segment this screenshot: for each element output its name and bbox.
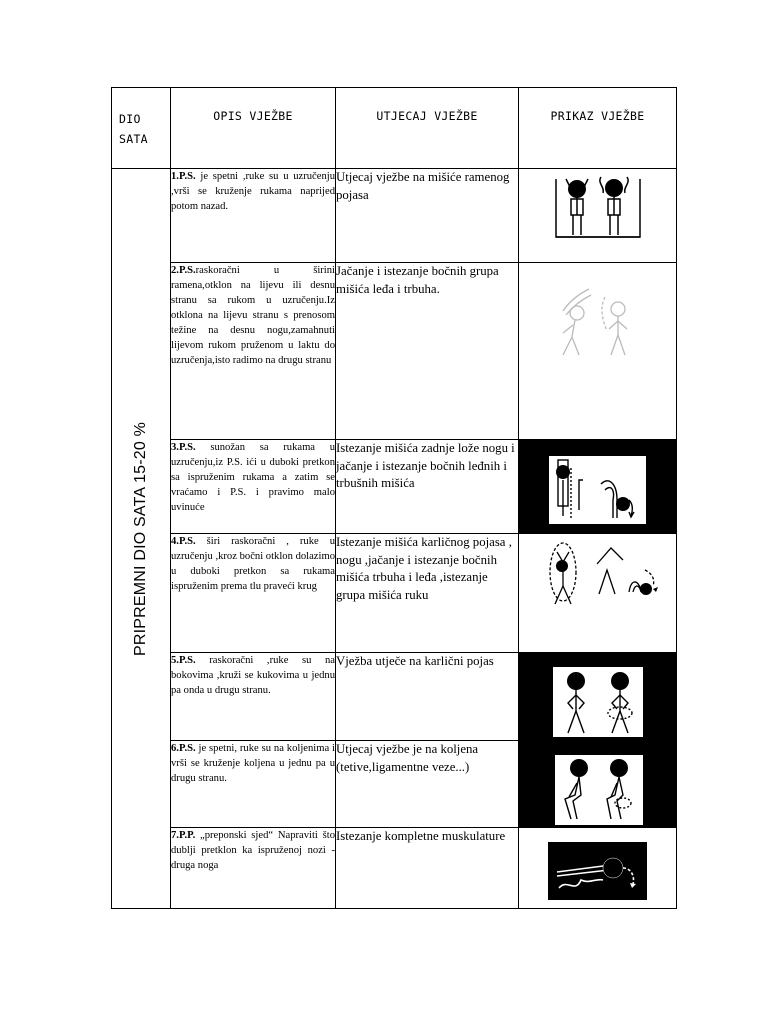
exercise-illustration-cell [519, 534, 677, 653]
table-row [112, 534, 677, 653]
forward-bend-figure [519, 440, 677, 533]
exercise-illustration-cell [519, 263, 677, 440]
exercise-description: 7.P.P. „preponski sjed“ Napraviti što dublji pretklon ka ispruženoj nozi -druga noga [171, 828, 336, 909]
exercise-illustration-cell [519, 828, 677, 909]
header-dio-sata [112, 88, 171, 169]
exercise-description: 3.P.S. sunožan sa rukama u uzručenju,iz P.S. ići u duboki pretkon sa ispruženim rukama a zatim se vraćamo i P.S. i pravimo malo uvinuće [171, 440, 336, 534]
header-sata: SATA [119, 132, 148, 146]
table-row [112, 440, 677, 534]
exercise-effect: Vježba utječe na karlični pojas [336, 653, 519, 741]
exercise-effect: Jačanje i istezanje bočnih grupa mišića leđa i trbuha. [336, 263, 519, 440]
exercise-effect: Istezanje mišića zadnje lože nogu i jačanje i istezanje bočnih leđnih i trbušnih mišića [336, 440, 519, 534]
exercise-label: 3.P.S. [171, 442, 196, 453]
exercise-table [111, 87, 677, 909]
exercise-illustration-cell [519, 440, 677, 534]
exercise-description: 2.P.S.raskoračni u širini ramena,otklon na lijevu ili desnu stranu sa rukom u uzručenju.Iz otklona na lijevu stranu s prenosom težine na desnu nogu,zamahnuti lijevom rukom pruženom u laktu do uzručenja,isto radimo na drugu stranu [171, 263, 336, 440]
section-label-cell [112, 169, 171, 909]
side-bend-figure [519, 263, 677, 439]
exercise-label: 1.P.S. [171, 171, 196, 182]
header-prikaz: PRIKAZ VJEŽBE [519, 88, 677, 169]
circle-bend-figure [519, 534, 677, 652]
exercise-illustration-cell [519, 653, 677, 741]
exercise-description: 6.P.S. je spetni, ruke su na koljenima i vrši se kruženje koljena u jednu pa u drugu stranu. [171, 741, 336, 828]
exercise-illustration-cell [519, 741, 677, 828]
header-dio: DIO [119, 112, 141, 126]
hip-circles-figure [519, 653, 677, 740]
exercise-description: 1.P.S. je spetni ,ruke su u uzručenju ,vrši se kruženje rukama naprijed potom nazad. [171, 169, 336, 263]
exercise-description: 5.P.S. raskoračni ,ruke su na bokovima ,kruži se kukovima u jednu pa onda u drugu stranu. [171, 653, 336, 741]
section-label: PRIPREMNI DIO SATA 15-20 % [132, 421, 149, 656]
table-row [112, 653, 677, 741]
exercise-effect: Istezanje mišića karličnog pojasa , nogu ,jačanje i istezanje bočnih mišića trbuha i leđa ,istezanje grupa mišića ruku [336, 534, 519, 653]
header-row [112, 88, 677, 169]
exercise-illustration-cell [519, 169, 677, 263]
table-row [112, 828, 677, 909]
hurdler-stretch-figure [519, 828, 677, 908]
exercise-effect: Utjecaj vježbe na mišiće ramenog pojasa [336, 169, 519, 263]
exercise-label: 6.P.S. [171, 743, 196, 754]
table-row [112, 741, 677, 828]
table-row [112, 169, 677, 263]
exercise-label: 5.P.S. [171, 655, 196, 666]
header-utjecaj: UTJECAJ VJEŽBE [336, 88, 519, 169]
exercise-description: 4.P.S. širi raskoračni , ruke u uzručenju ,kroz bočni otklon dolazimo u duboki pretkon sa rukama ispruženim prema tlu praveći krug [171, 534, 336, 653]
header-opis: OPIS VJEŽBE [171, 88, 336, 169]
exercise-label: 2.P.S. [171, 265, 196, 276]
exercise-label: 7.P.P. [171, 830, 196, 841]
exercise-effect: Istezanje kompletne muskulature [336, 828, 519, 909]
exercise-label: 4.P.S. [171, 536, 196, 547]
table-row [112, 263, 677, 440]
knee-circles-figure [519, 741, 677, 827]
arm-circles-figure [519, 169, 677, 262]
exercise-effect: Utjecaj vježbe je na koljena (tetive,ligamentne veze...) [336, 741, 519, 828]
